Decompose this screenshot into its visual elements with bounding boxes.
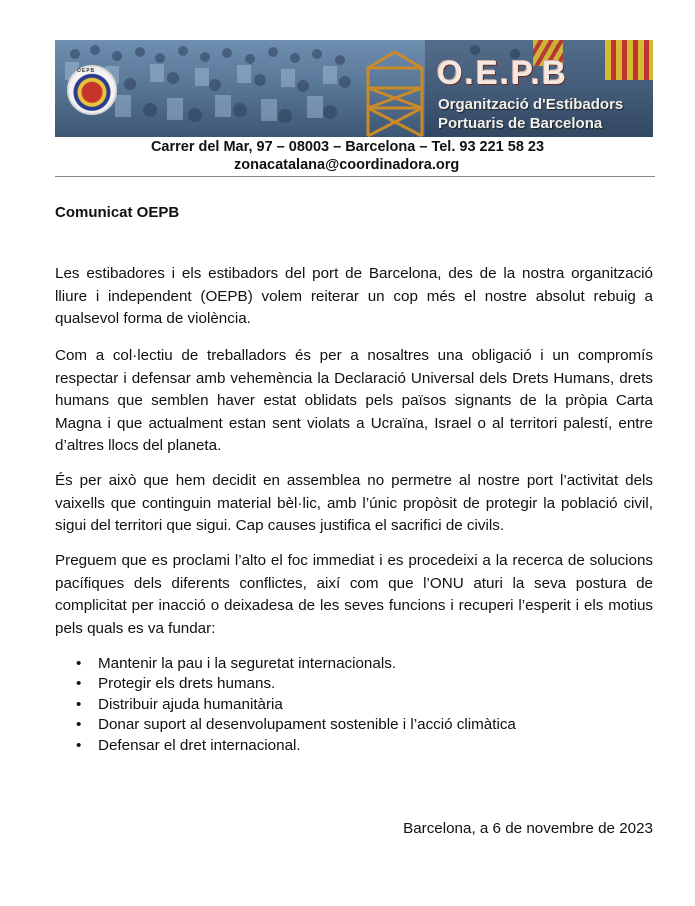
paragraph-4: Preguem que es proclami l’alto el foc immediat i es procedeixi a la recerca de solucions pacífiques dels diferents conflictes, així com que l’ONU aturi la seva postura de complicitat per inacció o deixadesa de les seves funcions i recuperi l’esperit i els motius pels quals es va fundar:: [55, 552, 653, 637]
list-item-text: Defensar el dret internacional.: [98, 736, 301, 754]
bullet-icon: •: [76, 695, 82, 713]
list-item-text: Mantenir la pau i la seguretat internacionals.: [98, 655, 397, 672]
bullet-icon: •: [76, 716, 82, 734]
header-divider: [55, 176, 655, 177]
crane-icon: [360, 48, 430, 137]
bullet-icon: •: [76, 675, 82, 693]
signature-date: Barcelona, a 6 de novembre de 2023: [403, 820, 653, 837]
email-address: zonacatalana@coordinadora.org: [234, 157, 460, 173]
list-item-text: Distribuir ajuda humanitària: [98, 695, 283, 713]
list-item: [76, 736, 516, 756]
list-item: [76, 654, 516, 674]
paragraph-2: Com a col·lectiu de treballadors és per a nosaltres una obligació i un compromís respectar i defensar amb vehemència la Declaració Universal dels Drets Humans, drets humans que semblen haver estat oblidats pels països signants de la pròpia Carta Magna i que actualment estan sent violats a Ucraïna, Israel o al territori palestí, entre d’altres llocs del planeta.: [55, 347, 653, 454]
paragraph-1: Les estibadores i els estibadors del port de Barcelona, des de la nostra organització lliure i independent (OEPB) volem reiterar un cop més el nostre absolut rebuig a qualsevol forma de violència.: [55, 265, 653, 327]
header-banner: [55, 40, 653, 137]
list-item-text: Donar suport al desenvolupament sostenible i l’acció climàtica: [98, 716, 516, 734]
paragraph-3: És per això que hem decidit en assemblea no permetre al nostre port l’activitat dels vaixells que continguin material bèl·lic, amb l’únic propòsit de protegir la població civil, sigui del territori que sigui. Cap causes justifica el sacrifici de civils.: [55, 472, 653, 534]
list-item: [76, 674, 516, 694]
list-item-text: Protegir els drets humans.: [98, 675, 276, 693]
oepb-acronym: O.E.P.B: [437, 54, 568, 91]
list-item: [76, 695, 516, 715]
bullet-icon: •: [76, 736, 82, 754]
address-line: Carrer del Mar, 97 – 08003 – Barcelona – Tel. 93 221 58 23: [150, 139, 545, 155]
document-title: Comunicat OEPB: [55, 204, 180, 221]
org-name-line1: Organització d'Estibadors: [438, 96, 624, 113]
bullet-icon: •: [76, 655, 82, 672]
catalan-flag: [605, 40, 653, 80]
logo-text: OEPB: [77, 68, 96, 74]
list-item: [76, 715, 516, 735]
un-purposes-list: [55, 654, 516, 756]
org-name-line2: Portuaris de Barcelona: [438, 115, 603, 132]
